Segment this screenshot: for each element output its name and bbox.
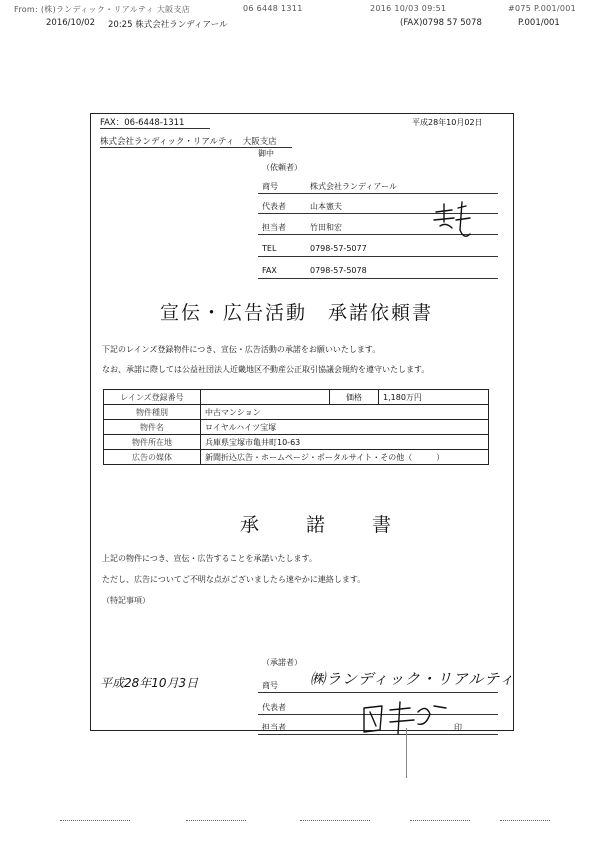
table-row	[104, 405, 489, 420]
grantor-manager-signature-icon	[360, 698, 460, 740]
price-value: 1,180万円	[379, 390, 489, 405]
requester-tel-line	[258, 256, 498, 257]
location-value: 兵庫県宝塚市亀井町10-63	[201, 435, 489, 450]
property-table	[103, 389, 489, 465]
fax-header2-date: 2016/10/02	[46, 18, 95, 28]
scan-artifact-dots	[186, 820, 246, 821]
table-row	[104, 390, 489, 405]
scan-artifact-dots	[60, 820, 130, 821]
requester-fax: 0798-57-5078	[310, 266, 367, 275]
consent-line-1: 上記の物件につき、宣伝・広告することを承諾いたします。	[102, 554, 317, 563]
requester-heading: （依頼者）	[262, 163, 302, 172]
requester-company-label: 商号	[262, 182, 278, 191]
to-fax-number: FAX：06-6448-1311	[100, 118, 185, 128]
requester-person: 山本憲夫	[310, 202, 342, 211]
requester-tel: 0798-57-5077	[310, 244, 367, 253]
grantor-manager-label: 担当者	[262, 723, 286, 732]
scan-artifact-dots	[500, 820, 550, 821]
table-row	[104, 435, 489, 450]
table-row	[104, 450, 489, 465]
form-date: 平成28年10月02日	[412, 118, 483, 127]
name-label: 物件名	[104, 420, 201, 435]
scan-artifact-line	[406, 728, 407, 778]
addressee: 株式会社ランディック・リアルティ 大阪支店	[100, 137, 277, 147]
media-label: 広告の媒体	[104, 450, 201, 465]
price-label: 価格	[330, 390, 379, 405]
requester-seal-icon	[430, 200, 475, 245]
requester-company-line	[258, 193, 498, 194]
requester-manager: 竹田和宏	[310, 223, 342, 232]
requester-manager-label: 担当者	[262, 223, 286, 232]
reins-value	[201, 390, 330, 405]
requester-fax-line	[258, 278, 498, 279]
consent-note: （特記事項）	[102, 596, 150, 605]
grantor-heading: （承諾者）	[262, 658, 302, 667]
addressee-suffix: 御中	[258, 149, 274, 158]
type-label: 物件種別	[104, 405, 201, 420]
requester-fax-label: FAX	[262, 266, 277, 275]
requester-tel-label: TEL	[262, 244, 277, 253]
fax-header-page: #075 P.001/001	[508, 4, 577, 13]
intro-line-1: 下記のレインズ登録物件につき、宣伝・広告活動の承諾をお願いいたします。	[102, 345, 381, 354]
type-value: 中古マンション	[201, 405, 489, 420]
table-row	[104, 420, 489, 435]
document-title: 宣伝・広告活動 承諾依頼書	[160, 302, 434, 324]
fax-header-fax-number: 06 6448 1311	[243, 4, 303, 13]
fax-header2-page: P.001/001	[518, 18, 560, 28]
grantor-person-label: 代表者	[262, 703, 286, 712]
scan-artifact-dots	[410, 820, 470, 821]
fax-header2-fax: (FAX)0798 57 5078	[400, 18, 482, 28]
location-label: 物件所在地	[104, 435, 201, 450]
reins-label: レインズ登録番号	[104, 390, 201, 405]
requester-company: 株式会社ランディアール	[310, 182, 397, 191]
to-fax-underline	[100, 128, 210, 129]
scan-artifact-dots	[300, 820, 370, 821]
grantor-company-line	[258, 692, 498, 693]
consent-date-handwritten: 平成28年10月3日	[100, 676, 199, 690]
intro-line-2: なお、承諾に際しては公益社団法人近畿地区不動産公正取引協議会規約を遵守いたします。	[102, 365, 430, 374]
requester-person-label: 代表者	[262, 202, 286, 211]
grantor-company-label: 商号	[262, 681, 278, 690]
fax-header2-sender: 20:25 株式会社ランディアール	[108, 20, 228, 30]
media-value: 新聞折込広告・ホームページ・ポータルサイト・その他（ ）	[201, 450, 489, 465]
fax-header-timestamp: 2016 10/03 09:51	[370, 4, 447, 13]
consent-title: 承 諾 書	[240, 514, 406, 536]
consent-line-2: ただし、広告についてご不明な点がございましたら速やかに連絡します。	[102, 575, 366, 584]
grantor-signature: ㈱ランディック・リアルティ	[310, 670, 516, 688]
grantor-manager-stamp: 印	[454, 723, 462, 732]
fax-header-sender: From: (株)ランディック・リアルティ 大阪支店	[14, 5, 191, 14]
name-value: ロイヤルハイツ宝塚	[201, 420, 489, 435]
